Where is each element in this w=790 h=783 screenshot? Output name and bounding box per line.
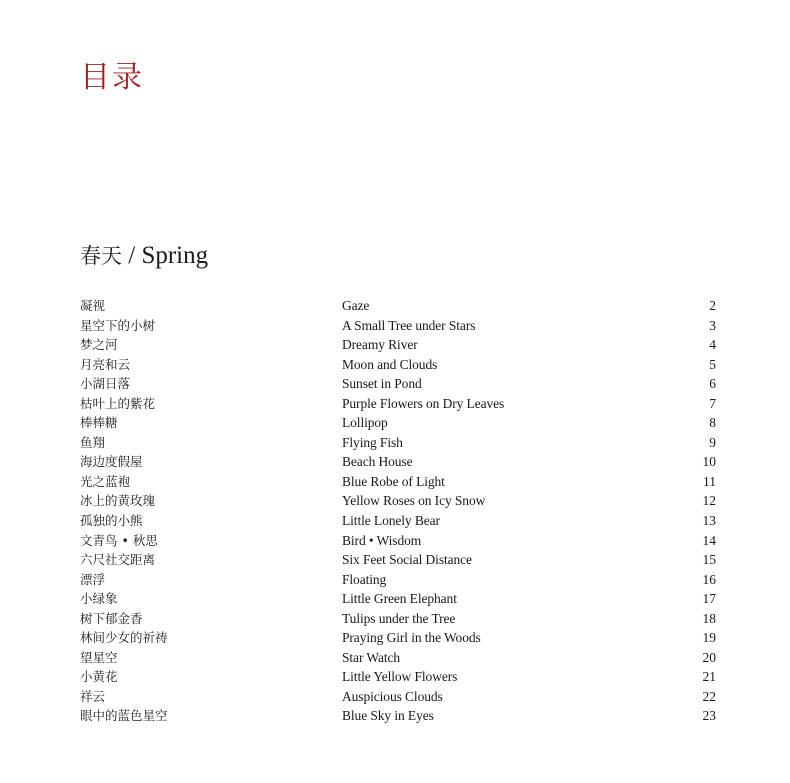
toc-entry[interactable] [80, 394, 716, 414]
toc-entry-page-number: 13 [702, 513, 716, 529]
toc-entry-page-number: 20 [702, 649, 716, 665]
toc-entry[interactable] [80, 374, 716, 394]
toc-entry-title-zh: 棒棒糖 [80, 415, 118, 431]
toc-entry-title-en: Blue Sky in Eyes [342, 708, 434, 724]
toc-entry-title-zh: 望星空 [80, 649, 118, 665]
toc-entry[interactable] [80, 589, 716, 609]
toc-entry-title-en: Star Watch [342, 649, 401, 665]
toc-entry-title-zh: 小湖日落 [80, 376, 131, 392]
toc-entry[interactable] [80, 316, 716, 336]
toc-entry-title-zh: 树下郁金香 [80, 610, 143, 626]
page-title: 目录 [80, 60, 144, 95]
toc-entry-title-en: Tulips under the Tree [342, 610, 456, 626]
toc-entry-page-number: 23 [702, 708, 716, 724]
toc-entry-page-number: 19 [702, 630, 716, 646]
toc-entry-title-zh: 孤独的小熊 [80, 513, 143, 529]
toc-entry-title-zh: 冰上的黄玫瑰 [80, 493, 156, 509]
toc-entry-title-en: Six Feet Social Distance [342, 552, 472, 568]
toc-entry[interactable] [80, 511, 716, 531]
toc-entry-page-number: 18 [702, 610, 716, 626]
toc-entry-page-number: 10 [702, 454, 716, 470]
toc-entry-title-zh: 星空下的小树 [80, 317, 156, 333]
toc-entry-title-en: Purple Flowers on Dry Leaves [342, 395, 505, 411]
toc-entry[interactable] [80, 609, 716, 629]
toc-entry-title-en: Floating [342, 571, 387, 587]
toc-entry-page-number: 17 [702, 591, 716, 607]
toc-entry-page-number: 11 [703, 473, 716, 489]
toc-entry[interactable] [80, 687, 716, 707]
toc-entry-title-zh: 小黄花 [80, 669, 118, 685]
toc-entry-title-en: Sunset in Pond [342, 376, 422, 392]
toc-entry-page-number: 2 [709, 298, 716, 313]
toc-entry-title-en: Praying Girl in the Woods [342, 630, 481, 646]
toc-entry-title-zh: 林间少女的祈祷 [80, 630, 168, 646]
toc-entry-title-zh: 凝视 [80, 298, 106, 313]
toc-entry-title-zh: 枯叶上的紫花 [80, 395, 156, 411]
toc-entry-title-en: Auspicious Clouds [342, 688, 443, 704]
toc-entry-title-en: Flying Fish [342, 434, 403, 450]
toc-entry-page-number: 4 [709, 337, 716, 353]
section-title-en: Spring [141, 242, 209, 269]
toc-entry-title-zh: 漂浮 [80, 571, 106, 587]
toc-entry[interactable] [80, 452, 716, 472]
toc-entry-title-zh: 月亮和云 [80, 356, 131, 372]
toc-entry[interactable] [80, 472, 716, 492]
toc-entry-title-en: Yellow Roses on Icy Snow [342, 493, 486, 509]
toc-entry-page-number: 6 [709, 376, 716, 392]
toc-entry-page-number: 14 [702, 532, 716, 548]
toc-entry-page-number: 15 [702, 552, 716, 568]
toc-entry-title-en: Gaze [342, 298, 370, 313]
section-heading [80, 240, 208, 270]
toc-entry-page-number: 21 [702, 669, 716, 685]
toc-entry-title-en: Dreamy River [342, 337, 418, 353]
toc-entry-page-number: 3 [709, 317, 716, 333]
toc-entry-title-en: Blue Robe of Light [342, 473, 445, 489]
toc-entry[interactable] [80, 433, 716, 453]
toc-entry[interactable] [80, 706, 716, 726]
toc-entry-title-zh: 六尺社交距离 [80, 552, 156, 568]
toc-entry[interactable] [80, 570, 716, 590]
toc-entry-page-number: 12 [702, 493, 716, 509]
toc-entry-title-en: Moon and Clouds [342, 356, 438, 372]
toc-entry-page-number: 16 [702, 571, 716, 587]
toc-entry-title-en: Lollipop [342, 415, 388, 431]
table-of-contents [80, 296, 716, 726]
toc-entry-page-number: 9 [709, 434, 716, 450]
toc-entry[interactable] [80, 628, 716, 648]
toc-entry-title-zh: 小绿象 [80, 591, 118, 607]
toc-entry[interactable] [80, 648, 716, 668]
toc-entry[interactable] [80, 355, 716, 375]
section-title-zh: 春天 [80, 244, 122, 268]
toc-entry-title-zh: 鱼翔 [80, 434, 106, 450]
toc-entry-title-en: Beach House [342, 454, 413, 470]
toc-entry-title-zh: 文青鸟 • 秋思 [80, 532, 158, 548]
section-separator: / [122, 242, 142, 269]
toc-entry[interactable] [80, 335, 716, 355]
toc-entry-title-zh: 海边度假屋 [80, 454, 143, 470]
toc-entry-title-zh: 祥云 [80, 688, 106, 704]
toc-entry-title-en: Bird • Wisdom [342, 532, 422, 548]
toc-entry-page-number: 5 [709, 356, 716, 372]
toc-entry[interactable] [80, 667, 716, 687]
toc-entry-title-en: Little Green Elephant [342, 591, 457, 607]
toc-entry-title-zh: 眼中的蓝色星空 [80, 708, 168, 724]
toc-entry[interactable] [80, 413, 716, 433]
toc-entry-page-number: 7 [709, 395, 716, 411]
toc-entry-title-en: Little Lonely Bear [342, 513, 440, 529]
toc-entry-title-en: A Small Tree under Stars [342, 317, 476, 333]
toc-entry-title-en: Little Yellow Flowers [342, 669, 458, 685]
toc-entry[interactable] [80, 491, 716, 511]
toc-entry-title-zh: 梦之河 [80, 337, 118, 353]
toc-entry-title-zh: 光之蓝袍 [80, 473, 131, 489]
toc-entry[interactable] [80, 296, 716, 316]
toc-entry[interactable] [80, 531, 716, 551]
toc-entry[interactable] [80, 550, 716, 570]
toc-entry-page-number: 8 [709, 415, 716, 431]
toc-entry-page-number: 22 [702, 688, 716, 704]
